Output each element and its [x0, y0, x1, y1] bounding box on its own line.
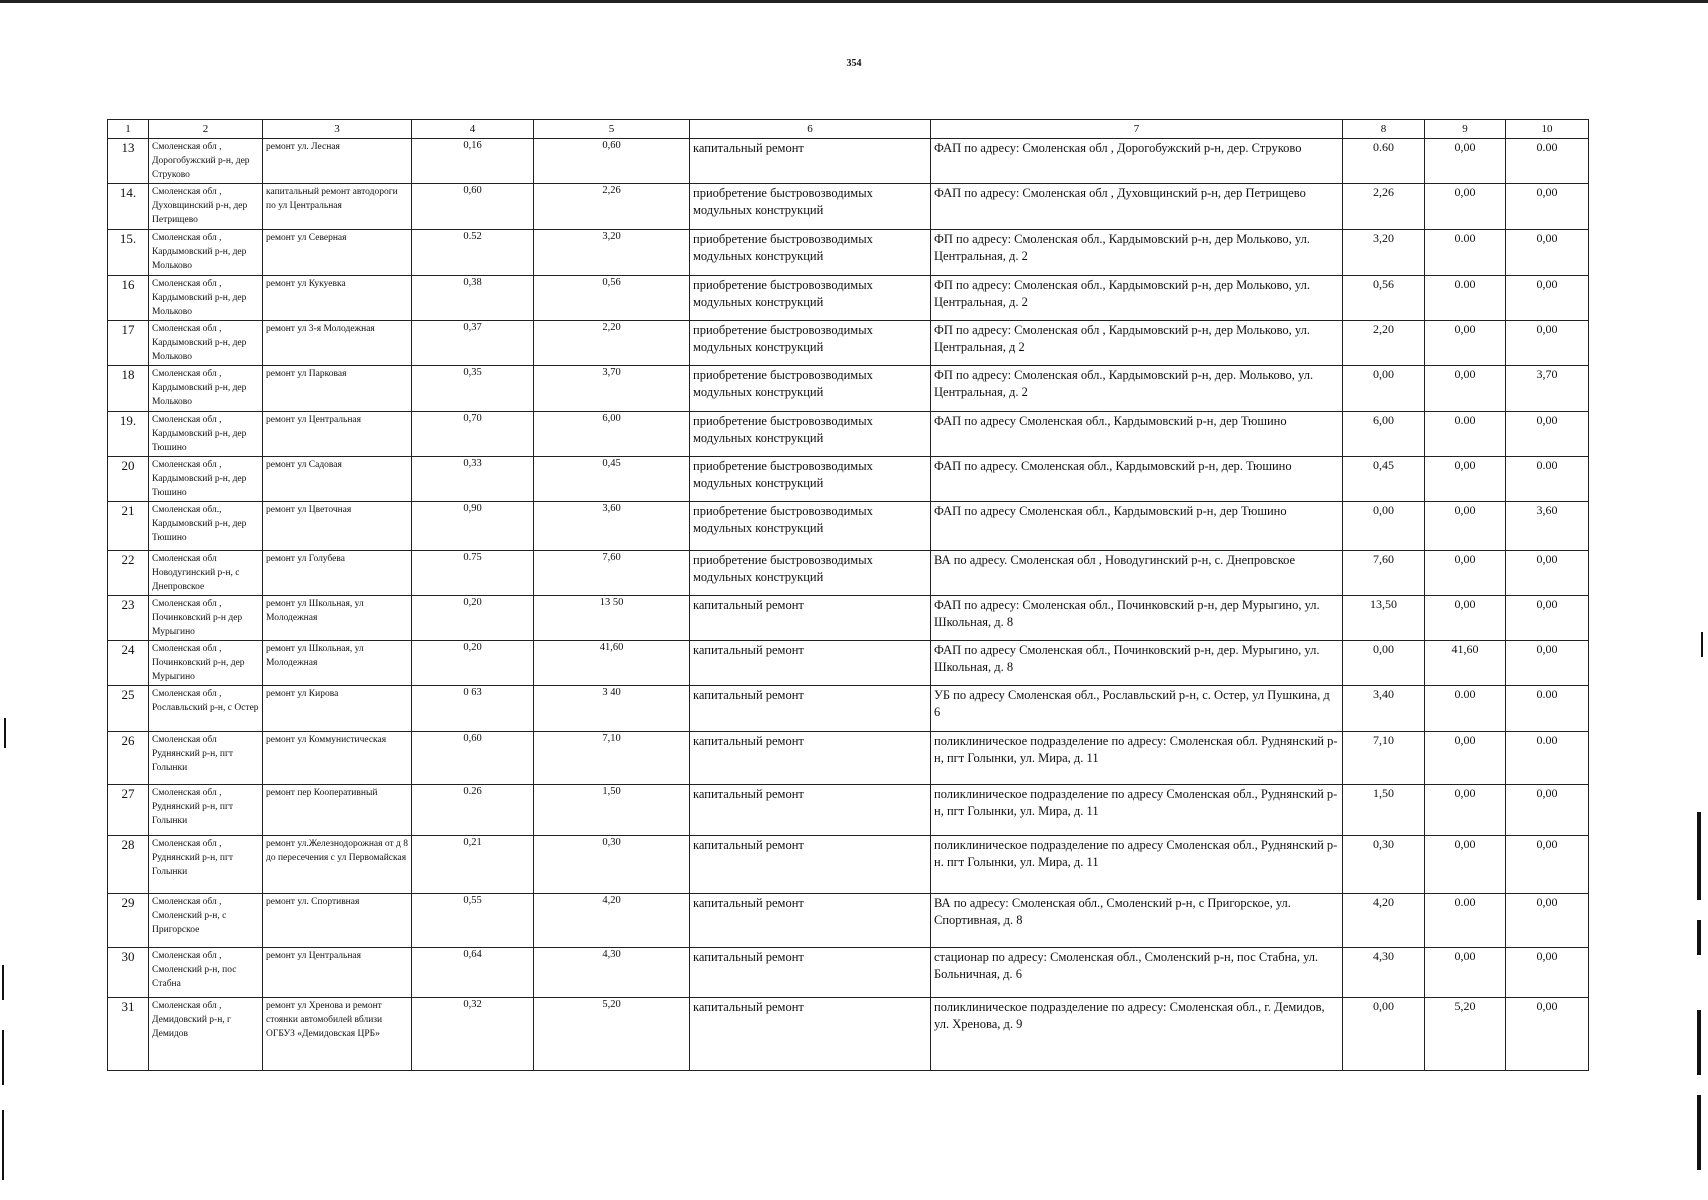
region-cell: Смоленская обл , Кардымовский р-н, дер Тюшино [149, 412, 263, 457]
value-cell: 0,00 [1506, 551, 1589, 596]
row-number: 29 [108, 894, 149, 948]
region-cell: Смоленская обл , Починковский р-н, дер Мурыгино [149, 641, 263, 686]
value-cell: 0,00 [1425, 732, 1506, 785]
value-cell: 0,64 [412, 948, 534, 998]
value-cell: 0,00 [1425, 502, 1506, 551]
value-cell: 1,50 [1343, 785, 1425, 836]
column-header: 9 [1425, 120, 1506, 139]
value-cell: 0,00 [1506, 184, 1589, 230]
value-cell: 3,40 [1343, 686, 1425, 732]
value-cell: 0,20 [412, 641, 534, 686]
value-cell: 0.00 [1425, 686, 1506, 732]
object-cell: ФАП по адресу Смоленская обл., Починковский р-н, дер. Мурыгино, ул. Школьная, д. 8 [931, 641, 1343, 686]
row-number: 27 [108, 785, 149, 836]
work-type-cell: капитальный ремонт [690, 596, 931, 641]
scan-edge-mark [1697, 812, 1701, 900]
row-number: 13 [108, 139, 149, 184]
work-type-cell: приобретение быстровозводимых модульных конструкций [690, 276, 931, 321]
row-number: 26 [108, 732, 149, 785]
column-header: 7 [931, 120, 1343, 139]
table-row [108, 139, 1589, 184]
value-cell: 0,00 [1425, 184, 1506, 230]
value-cell: 13 50 [534, 596, 690, 641]
work-type-cell: приобретение быстровозводимых модульных конструкций [690, 184, 931, 230]
value-cell: 0,00 [1506, 230, 1589, 276]
work-cell: ремонт ул Школьная, ул Молодежная [263, 596, 412, 641]
value-cell: 0,00 [1425, 457, 1506, 502]
work-cell: ремонт ул Центральная [263, 412, 412, 457]
value-cell: 0,56 [1343, 276, 1425, 321]
region-cell: Смоленская обл , Руднянский р-н, пгт Голынки [149, 836, 263, 894]
value-cell: 3,70 [1506, 366, 1589, 412]
value-cell: 0.00 [1506, 139, 1589, 184]
value-cell: 0,00 [1425, 948, 1506, 998]
table-row [108, 502, 1589, 551]
row-number: 30 [108, 948, 149, 998]
table-row [108, 641, 1589, 686]
work-cell: ремонт ул Кирова [263, 686, 412, 732]
page-number: 354 [846, 58, 862, 69]
scan-edge-mark [4, 718, 6, 748]
table-body [108, 139, 1589, 1071]
work-type-cell: капитальный ремонт [690, 894, 931, 948]
work-cell: ремонт ул. Спортивная [263, 894, 412, 948]
table-row [108, 836, 1589, 894]
work-type-cell: приобретение быстровозводимых модульных конструкций [690, 366, 931, 412]
value-cell: 0,00 [1506, 836, 1589, 894]
work-type-cell: капитальный ремонт [690, 641, 931, 686]
value-cell: 0,00 [1506, 894, 1589, 948]
work-cell: ремонт ул. Лесная [263, 139, 412, 184]
value-cell: 0,00 [1343, 502, 1425, 551]
column-header: 5 [534, 120, 690, 139]
scan-edge-mark [2, 1110, 4, 1180]
value-cell: 0,00 [1506, 948, 1589, 998]
value-cell: 7,60 [1343, 551, 1425, 596]
value-cell: 0,38 [412, 276, 534, 321]
value-cell: 6,00 [1343, 412, 1425, 457]
value-cell: 0,00 [1506, 998, 1589, 1071]
value-cell: 0.00 [1425, 230, 1506, 276]
work-cell: ремонт ул Школьная, ул Молодежная [263, 641, 412, 686]
value-cell: 0,00 [1343, 366, 1425, 412]
scan-edge-mark [2, 1030, 4, 1085]
table-row [108, 230, 1589, 276]
value-cell: 0,20 [412, 596, 534, 641]
scan-edge-mark [1697, 1010, 1701, 1075]
value-cell: 0.00 [1425, 276, 1506, 321]
work-type-cell: приобретение быстровозводимых модульных конструкций [690, 457, 931, 502]
row-number: 24 [108, 641, 149, 686]
row-number: 28 [108, 836, 149, 894]
row-number: 15. [108, 230, 149, 276]
work-cell: ремонт ул Кукуевка [263, 276, 412, 321]
region-cell: Смоленская обл , Руднянский р-н, пгт Голынки [149, 785, 263, 836]
value-cell: 0,00 [1343, 641, 1425, 686]
region-cell: Смоленская обл , Демидовский р-н, г Демидов [149, 998, 263, 1071]
work-type-cell: капитальный ремонт [690, 948, 931, 998]
region-cell: Смоленская обл , Духовщинский р-н, дер Петрищево [149, 184, 263, 230]
region-cell: Смоленская обл , Рославльский р-н, с Остер [149, 686, 263, 732]
table-header-row [108, 120, 1589, 139]
value-cell: 0,55 [412, 894, 534, 948]
column-header: 10 [1506, 120, 1589, 139]
column-header: 6 [690, 120, 931, 139]
object-cell: ВА по адресу. Смоленская обл , Новодугинский р-н, с. Днепровское [931, 551, 1343, 596]
region-cell: Смоленская обл , Кардымовский р-н, дер Мольково [149, 230, 263, 276]
region-cell: Смоленская обл , Смоленский р-н, пос Стабна [149, 948, 263, 998]
value-cell: 2,26 [1343, 184, 1425, 230]
scan-edge-mark [1697, 1095, 1701, 1170]
value-cell: 0.00 [1506, 732, 1589, 785]
table-row [108, 894, 1589, 948]
object-cell: ФП по адресу: Смоленская обл , Кардымовский р-н, дер Мольково, ул. Центральная, д 2 [931, 321, 1343, 366]
value-cell: 0.26 [412, 785, 534, 836]
value-cell: 0,00 [1506, 596, 1589, 641]
object-cell: ФП по адресу: Смоленская обл., Кардымовский р-н, дер. Мольково, ул. Центральная, д. 2 [931, 366, 1343, 412]
object-cell: ФАП по адресу: Смоленская обл , Дорогобужский р-н, дер. Струково [931, 139, 1343, 184]
value-cell: 41,60 [534, 641, 690, 686]
region-cell: Смоленская обл , Смоленский р-н, с Пригорское [149, 894, 263, 948]
table-row [108, 321, 1589, 366]
region-cell: Смоленская обл , Дорогобужский р-н, дер Струково [149, 139, 263, 184]
value-cell: 0,00 [1425, 551, 1506, 596]
object-cell: ФАП по адресу: Смоленская обл , Духовщинский р-н, дер Петрищево [931, 184, 1343, 230]
object-cell: ФП по адресу: Смоленская обл., Кардымовский р-н, дер Мольково, ул. Центральная, д. 2 [931, 230, 1343, 276]
work-type-cell: приобретение быстровозводимых модульных конструкций [690, 502, 931, 551]
region-cell: Смоленская обл Новодугинский р-н, с Днепровское [149, 551, 263, 596]
object-cell: ФАП по адресу. Смоленская обл., Кардымовский р-н, дер. Тюшино [931, 457, 1343, 502]
row-number: 25 [108, 686, 149, 732]
column-header: 2 [149, 120, 263, 139]
object-cell: УБ по адресу Смоленская обл., Рославльский р-н, с. Остер, ул Пушкина, д 6 [931, 686, 1343, 732]
object-cell: ФАП по адресу: Смоленская обл., Починковский р-н, дер Мурыгино, ул. Школьная, д. 8 [931, 596, 1343, 641]
region-cell: Смоленская обл , Починковский р-н дер Мурыгино [149, 596, 263, 641]
work-cell: ремонт ул Парковая [263, 366, 412, 412]
value-cell: 0,60 [412, 184, 534, 230]
row-number: 23 [108, 596, 149, 641]
work-type-cell: капитальный ремонт [690, 732, 931, 785]
table-row [108, 457, 1589, 502]
row-number: 18 [108, 366, 149, 412]
table-row [108, 551, 1589, 596]
value-cell: 0,56 [534, 276, 690, 321]
value-cell: 0,00 [1506, 321, 1589, 366]
value-cell: 0.00 [1506, 457, 1589, 502]
value-cell: 0,00 [1506, 412, 1589, 457]
value-cell: 0.60 [1343, 139, 1425, 184]
table-row [108, 998, 1589, 1071]
column-header: 3 [263, 120, 412, 139]
value-cell: 3,70 [534, 366, 690, 412]
value-cell: 0,60 [412, 732, 534, 785]
region-cell: Смоленская обл Руднянский р-н, пгт Голынки [149, 732, 263, 785]
scan-top-edge [0, 0, 1708, 7]
row-number: 22 [108, 551, 149, 596]
table-row [108, 276, 1589, 321]
value-cell: 0,70 [412, 412, 534, 457]
region-cell: Смоленская обл , Кардымовский р-н, дер Мольково [149, 276, 263, 321]
region-cell: Смоленская обл , Кардымовский р-н, дер Мольково [149, 366, 263, 412]
work-type-cell: капитальный ремонт [690, 998, 931, 1071]
value-cell: 13,50 [1343, 596, 1425, 641]
value-cell: 5,20 [534, 998, 690, 1071]
object-cell: ФАП по адресу Смоленская обл., Кардымовский р-н, дер Тюшино [931, 502, 1343, 551]
scan-edge-mark [2, 965, 4, 1000]
value-cell: 0 63 [412, 686, 534, 732]
object-cell: ВА по адресу: Смоленская обл., Смоленский р-н, с Пригорское, ул. Спортивная, д. 8 [931, 894, 1343, 948]
table-row [108, 412, 1589, 457]
value-cell: 7,60 [534, 551, 690, 596]
value-cell: 3,60 [534, 502, 690, 551]
object-cell: стационар по адресу: Смоленская обл., Смоленский р-н, пос Стабна, ул. Больничная, д. 6 [931, 948, 1343, 998]
work-cell: ремонт ул Цветочная [263, 502, 412, 551]
value-cell: 7,10 [1343, 732, 1425, 785]
value-cell: 0,30 [534, 836, 690, 894]
value-cell: 0,00 [1425, 785, 1506, 836]
work-type-cell: капитальный ремонт [690, 836, 931, 894]
object-cell: поликлиническое подразделение по адресу: Смоленская обл., г. Демидов, ул. Хренова, д. 9 [931, 998, 1343, 1071]
value-cell: 4,30 [1343, 948, 1425, 998]
value-cell: 0.52 [412, 230, 534, 276]
value-cell: 0,37 [412, 321, 534, 366]
row-number: 21 [108, 502, 149, 551]
work-cell: ремонт пер Кооперативный [263, 785, 412, 836]
row-number: 17 [108, 321, 149, 366]
value-cell: 0,90 [412, 502, 534, 551]
value-cell: 0,32 [412, 998, 534, 1071]
column-header: 8 [1343, 120, 1425, 139]
table-row [108, 732, 1589, 785]
value-cell: 0,60 [534, 139, 690, 184]
data-table [107, 119, 1589, 1071]
value-cell: 0,00 [1506, 785, 1589, 836]
table-row [108, 686, 1589, 732]
value-cell: 0,33 [412, 457, 534, 502]
work-type-cell: капитальный ремонт [690, 686, 931, 732]
work-cell: ремонт ул Коммунистическая [263, 732, 412, 785]
row-number: 14. [108, 184, 149, 230]
column-header: 4 [412, 120, 534, 139]
column-header: 1 [108, 120, 149, 139]
table-row [108, 785, 1589, 836]
work-type-cell: приобретение быстровозводимых модульных конструкций [690, 412, 931, 457]
value-cell: 2,20 [534, 321, 690, 366]
value-cell: 6,00 [534, 412, 690, 457]
value-cell: 1,50 [534, 785, 690, 836]
value-cell: 0,16 [412, 139, 534, 184]
value-cell: 4,20 [1343, 894, 1425, 948]
value-cell: 0,00 [1506, 276, 1589, 321]
value-cell: 0,00 [1425, 596, 1506, 641]
value-cell: 0.00 [1425, 412, 1506, 457]
object-cell: ФП по адресу: Смоленская обл., Кардымовский р-н, дер Мольково, ул. Центральная, д. 2 [931, 276, 1343, 321]
value-cell: 7,10 [534, 732, 690, 785]
row-number: 19. [108, 412, 149, 457]
value-cell: 0,00 [1425, 366, 1506, 412]
work-type-cell: приобретение быстровозводимых модульных конструкций [690, 551, 931, 596]
work-type-cell: приобретение быстровозводимых модульных конструкций [690, 321, 931, 366]
table-row [108, 366, 1589, 412]
table-row [108, 184, 1589, 230]
object-cell: ФАП по адресу Смоленская обл., Кардымовский р-н, дер Тюшино [931, 412, 1343, 457]
object-cell: поликлиническое подразделение по адресу Смоленская обл., Руднянский р-н, пгт Голынки, ул. Мира, д. 11 [931, 785, 1343, 836]
value-cell: 0,00 [1343, 998, 1425, 1071]
table-row [108, 596, 1589, 641]
value-cell: 4,20 [534, 894, 690, 948]
work-type-cell: капитальный ремонт [690, 139, 931, 184]
value-cell: 0.00 [1506, 686, 1589, 732]
value-cell: 0,21 [412, 836, 534, 894]
value-cell: 3,20 [1343, 230, 1425, 276]
value-cell: 0,00 [1425, 836, 1506, 894]
work-type-cell: капитальный ремонт [690, 785, 931, 836]
value-cell: 5,20 [1425, 998, 1506, 1071]
row-number: 16 [108, 276, 149, 321]
value-cell: 2,26 [534, 184, 690, 230]
value-cell: 3,20 [534, 230, 690, 276]
scan-edge-mark [1697, 920, 1701, 955]
scan-edge-mark [1701, 632, 1703, 657]
work-type-cell: приобретение быстровозводимых модульных конструкций [690, 230, 931, 276]
object-cell: поликлиническое подразделение по адресу Смоленская обл., Руднянский р-н. пгт Голынки, ул. Мира, д. 11 [931, 836, 1343, 894]
value-cell: 0,45 [1343, 457, 1425, 502]
value-cell: 3 40 [534, 686, 690, 732]
region-cell: Смоленская обл., Кардымовский р-н, дер Тюшино [149, 502, 263, 551]
work-cell: ремонт ул Северная [263, 230, 412, 276]
value-cell: 0,00 [1425, 139, 1506, 184]
value-cell: 41,60 [1425, 641, 1506, 686]
work-cell: ремонт ул Садовая [263, 457, 412, 502]
row-number: 31 [108, 998, 149, 1071]
value-cell: 3,60 [1506, 502, 1589, 551]
row-number: 20 [108, 457, 149, 502]
work-cell: ремонт ул 3-я Молодежная [263, 321, 412, 366]
work-cell: ремонт ул.Железнодорожная от д 8 до пересечения с ул Первомайская [263, 836, 412, 894]
region-cell: Смоленская обл , Кардымовский р-н, дер Тюшино [149, 457, 263, 502]
region-cell: Смоленская обл , Кардымовский р-н, дер Мольково [149, 321, 263, 366]
value-cell: 0,00 [1425, 321, 1506, 366]
object-cell: поликлиническое подразделение по адресу: Смоленская обл. Руднянский р-н, пгт Голынки, ул. Мира, д. 11 [931, 732, 1343, 785]
work-cell: ремонт ул Хренова и ремонт стоянки автомобилей вблизи ОГБУЗ «Демидовская ЦРБ» [263, 998, 412, 1071]
value-cell: 0.00 [1425, 894, 1506, 948]
value-cell: 4,30 [534, 948, 690, 998]
value-cell: 0,30 [1343, 836, 1425, 894]
work-cell: капитальный ремонт автодороги по ул Центральная [263, 184, 412, 230]
value-cell: 2,20 [1343, 321, 1425, 366]
value-cell: 0,45 [534, 457, 690, 502]
value-cell: 0,35 [412, 366, 534, 412]
work-cell: ремонт ул Центральная [263, 948, 412, 998]
value-cell: 0.75 [412, 551, 534, 596]
work-cell: ремонт ул Голубева [263, 551, 412, 596]
value-cell: 0,00 [1506, 641, 1589, 686]
table-row [108, 948, 1589, 998]
